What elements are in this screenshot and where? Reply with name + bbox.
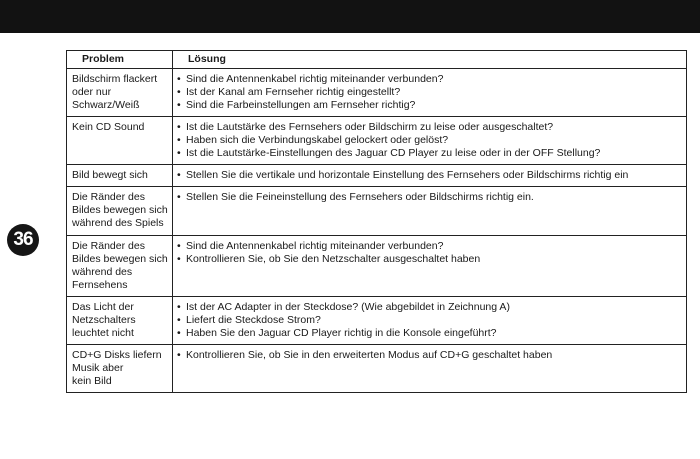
solution-item: • Stellen Sie die vertikale und horizontale Einstellung des Fernsehers oder Bildschirms richtig ein bbox=[177, 169, 629, 181]
problem-text-line: Bildes bewegen sich bbox=[72, 253, 168, 265]
table-header-row bbox=[67, 51, 687, 69]
problem-cell bbox=[67, 187, 173, 236]
problem-cell bbox=[67, 117, 173, 165]
problem-text-line: Bildschirm flackert bbox=[72, 73, 158, 85]
solution-item: • Ist die Lautstärke-Einstellungen des Jaguar CD Player zu leise oder in der OFF Stellung? bbox=[177, 147, 601, 159]
troubleshooting-table bbox=[66, 50, 687, 393]
problem-text-line: Musik aber bbox=[72, 362, 124, 374]
solution-item: • Kontrollieren Sie, ob Sie in den erweiterten Modus auf CD+G geschaltet haben bbox=[177, 349, 553, 361]
problem-text-line: Bildes bewegen sich bbox=[72, 204, 168, 216]
problem-cell bbox=[67, 236, 173, 297]
table-row bbox=[67, 236, 687, 297]
solution-item: • Ist der AC Adapter in der Steckdose? (Wie abgebildet in Zeichnung A) bbox=[177, 301, 510, 313]
solution-item: • Haben sich die Verbindungskabel gelockert oder gelöst? bbox=[177, 134, 449, 146]
problem-text-line: Kein CD Sound bbox=[72, 121, 145, 133]
page-number-badge: 36 bbox=[7, 224, 39, 256]
solution-cell bbox=[173, 297, 687, 345]
problem-cell bbox=[67, 297, 173, 345]
problem-text-line: oder nur bbox=[72, 86, 112, 98]
problem-text-line: Fernsehens bbox=[72, 279, 128, 291]
solution-item: • Sind die Antennenkabel richtig miteinander verbunden? bbox=[177, 240, 444, 252]
problem-text-line: Schwarz/Weiß bbox=[72, 99, 140, 111]
table-row bbox=[67, 69, 687, 117]
problem-text-line: Bild bewegt sich bbox=[72, 169, 148, 181]
table-row bbox=[67, 117, 687, 165]
problem-text-line: Die Ränder des bbox=[72, 191, 145, 203]
table-row bbox=[67, 187, 687, 236]
problem-text-line: Die Ränder des bbox=[72, 240, 145, 252]
problem-cell bbox=[67, 165, 173, 187]
solution-cell bbox=[173, 345, 687, 393]
solution-item: • Kontrollieren Sie, ob Sie den Netzschalter ausgeschaltet haben bbox=[177, 253, 481, 265]
problem-text-line: während des bbox=[72, 266, 133, 278]
solution-item: • Ist die Lautstärke des Fernsehers oder Bildschirm zu leise oder ausgeschaltet? bbox=[177, 121, 554, 133]
solution-cell bbox=[173, 117, 687, 165]
table-row bbox=[67, 297, 687, 345]
problem-cell bbox=[67, 69, 173, 117]
problem-text-line: Das Licht der bbox=[72, 301, 134, 313]
problem-text-line: Netzschalters bbox=[72, 314, 136, 326]
solution-item: • Stellen Sie die Feineinstellung des Fernsehers oder Bildschirms richtig ein. bbox=[177, 191, 534, 203]
header-problem: Problem bbox=[67, 51, 173, 69]
solution-item: • Sind die Antennenkabel richtig miteinander verbunden? bbox=[177, 73, 444, 85]
table-row bbox=[67, 345, 687, 393]
solution-cell bbox=[173, 165, 687, 187]
problem-text-line: während des Spiels bbox=[72, 217, 164, 229]
solution-item: • Ist der Kanal am Fernseher richtig eingestellt? bbox=[177, 86, 401, 98]
solution-item: • Haben Sie den Jaguar CD Player richtig in die Konsole eingeführt? bbox=[177, 327, 497, 339]
solution-cell bbox=[173, 236, 687, 297]
problem-text-line: kein Bild bbox=[72, 375, 112, 387]
top-black-band bbox=[0, 0, 700, 33]
solution-cell bbox=[173, 187, 687, 236]
header-solution: Lösung bbox=[173, 51, 687, 69]
solution-item: • Sind die Farbeinstellungen am Fernseher richtig? bbox=[177, 99, 416, 111]
solution-item: • Liefert die Steckdose Strom? bbox=[177, 314, 321, 326]
table-row bbox=[67, 165, 687, 187]
problem-cell bbox=[67, 345, 173, 393]
problem-text-line: leuchtet nicht bbox=[72, 327, 134, 339]
problem-text-line: CD+G Disks liefern bbox=[72, 349, 162, 361]
solution-cell bbox=[173, 69, 687, 117]
